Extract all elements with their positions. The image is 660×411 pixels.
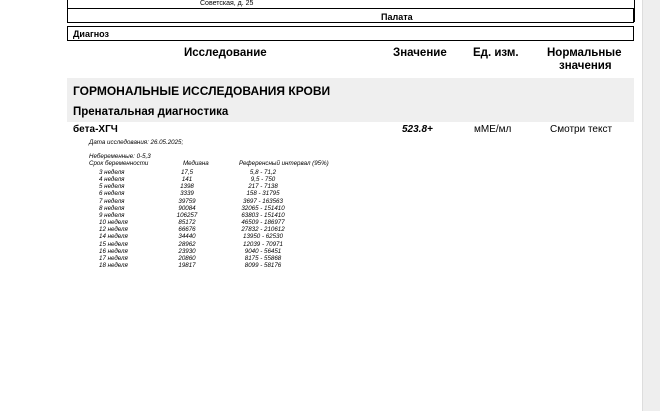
ref-col-median: Медиана [183, 160, 209, 167]
table-row [0, 241, 400, 248]
ward-label: Палата [381, 12, 413, 22]
row-median: 39759 [178, 197, 196, 205]
test-unit: мМЕ/мл [474, 124, 512, 135]
row-week: 5 неделя [99, 183, 125, 191]
row-median: 66676 [178, 226, 196, 234]
row-reference-interval: 13950 - 62530 [243, 233, 283, 241]
row-median: 1398 [180, 183, 194, 191]
row-median: 19817 [178, 261, 196, 269]
column-header-unit: Ед. изм. [473, 47, 519, 59]
test-norm: Смотри текст [550, 124, 613, 135]
row-reference-interval: 32065 - 151410 [241, 204, 285, 212]
row-week: 15 неделя [99, 240, 128, 248]
row-reference-interval: 8175 - 55868 [244, 254, 282, 262]
column-header-norm-line2: значения [559, 60, 612, 72]
viewer-edge [642, 0, 660, 411]
row-reference-interval: 158 - 31795 [246, 190, 280, 198]
table-row [0, 212, 400, 219]
row-week: 8 неделя [99, 204, 125, 212]
row-median: 17,5 [180, 169, 194, 176]
test-date: Дата исследования: 26.05.2025; [89, 139, 184, 146]
row-week: 4 неделя [99, 176, 125, 184]
row-median: 23930 [178, 247, 196, 255]
nonpregnant-ref: Небеременные: 0-5,3 [89, 153, 151, 160]
row-week: 17 неделя [99, 254, 128, 262]
table-row [0, 233, 400, 240]
row-week: 10 неделя [99, 219, 128, 227]
table-row [0, 226, 400, 233]
table-row [0, 219, 400, 226]
row-median: 90084 [178, 204, 196, 212]
ref-col-term: Срок беременности [89, 160, 149, 167]
table-row [0, 169, 400, 176]
row-reference-interval: 63803 - 151410 [241, 211, 285, 219]
column-header-study: Исследование [184, 47, 267, 59]
row-reference-interval: 217 - 7138 [248, 183, 278, 191]
test-name: бета-ХГЧ [73, 124, 118, 135]
ref-col-interval: Референсный интервал (95%) [239, 160, 329, 167]
row-week: 12 неделя [99, 226, 128, 234]
row-week: 18 неделя [99, 261, 128, 269]
row-week: 3 неделя [99, 169, 125, 176]
table-row [0, 190, 400, 197]
row-reference-interval: 27832 - 210612 [241, 226, 285, 234]
column-header-value: Значение [393, 47, 447, 59]
row-median: 3339 [180, 190, 194, 198]
row-median: 28962 [178, 240, 196, 248]
table-row [0, 198, 400, 205]
row-reference-interval: 5,8 - 71,2 [249, 169, 277, 176]
row-reference-interval: 8099 - 58176 [244, 261, 282, 269]
row-reference-interval: 12039 - 70971 [243, 240, 283, 248]
row-week: 7 неделя [99, 197, 125, 205]
table-row [0, 255, 400, 262]
row-reference-interval: 9,5 - 750 [250, 176, 276, 184]
row-median: 20860 [178, 254, 196, 262]
row-week: 6 неделя [99, 190, 125, 198]
table-row [0, 183, 400, 190]
section-subtitle: Пренатальная диагностика [73, 106, 229, 118]
row-week: 9 неделя [99, 211, 125, 219]
row-week: 14 неделя [99, 233, 128, 241]
row-median: 34440 [178, 233, 196, 241]
row-median: 106257 [176, 211, 198, 219]
table-row [0, 262, 400, 269]
row-median: 141 [181, 176, 193, 184]
table-row [0, 248, 400, 255]
row-reference-interval: 3697 - 163563 [243, 197, 283, 205]
ward-row [67, 9, 634, 23]
address-text: Советская, д. 25 [200, 0, 254, 7]
diagnosis-label: Диагноз [73, 29, 109, 39]
column-header-norm-line1: Нормальные [547, 47, 622, 59]
diagnosis-box [67, 26, 634, 41]
test-value: 523.8+ [402, 124, 433, 135]
row-reference-interval: 46509 - 186977 [241, 219, 285, 227]
row-reference-interval: 9040 - 56451 [244, 247, 282, 255]
row-median: 85172 [178, 219, 196, 227]
row-week: 16 неделя [99, 247, 128, 255]
section-title: ГОРМОНАЛЬНЫЕ ИССЛЕДОВАНИЯ КРОВИ [73, 84, 331, 98]
table-row [0, 176, 400, 183]
table-row [0, 205, 400, 212]
